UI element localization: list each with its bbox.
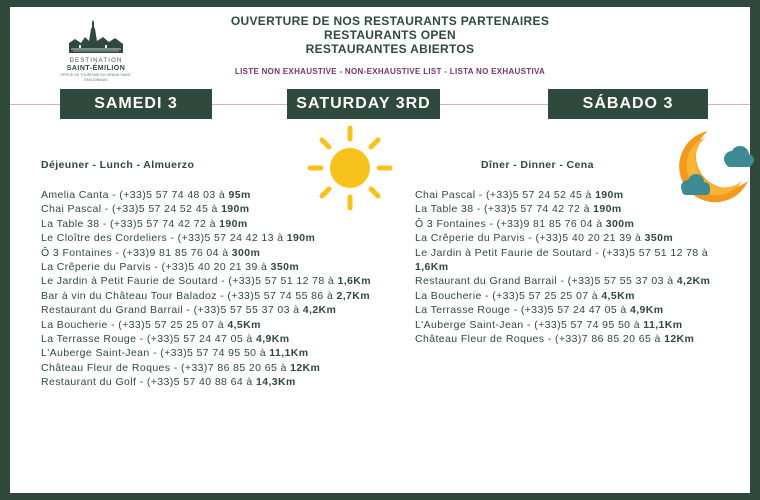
restaurant-info: La Terrasse Rouge - (+33)5 57 24 47 05 à — [415, 304, 630, 317]
restaurant-info: Bar à vin du Château Tour Baladoz - (+33)5 57 74 55 86 à — [41, 289, 337, 302]
restaurant-info: Château Fleur de Roques - (+33)7 86 85 20 65 à — [415, 333, 665, 346]
restaurant-distance: 4,5Km — [601, 289, 635, 302]
restaurant-distance: 1,6Km — [415, 261, 449, 274]
lunch-restaurant-entry — [41, 260, 411, 274]
restaurant-info: La Boucherie - (+33)5 57 25 25 07 à — [415, 289, 602, 302]
lunch-restaurant-entry — [41, 202, 411, 216]
restaurant-info: La Table 38 - (+33)5 57 74 42 72 à — [415, 203, 594, 216]
title-french: OUVERTURE DE NOS RESTAURANTS PARTENAIRES — [230, 14, 550, 28]
dinner-column — [415, 159, 731, 346]
lunch-restaurant-entry — [41, 246, 411, 260]
day-label-spanish: SÁBADO 3 — [548, 89, 708, 119]
restaurant-distance: 95m — [228, 189, 251, 201]
subtitle-non-exhaustive: LISTE NON EXHAUSTIVE - NON-EXHAUSTIVE LIST - LISTA NO EXHAUSTIVA — [234, 67, 546, 76]
dinner-restaurant-entry — [415, 246, 731, 275]
restaurant-info: Amelia Canta - (+33)5 57 74 48 03 à — [41, 189, 229, 201]
restaurant-info: Ô 3 Fontaines - (+33)9 81 85 76 04 à — [41, 246, 232, 259]
dinner-restaurant-entry — [415, 202, 731, 216]
restaurant-distance: 11,1Km — [269, 347, 309, 360]
village-skyline-icon — [65, 19, 127, 55]
dinner-restaurant-entry — [415, 332, 731, 346]
restaurant-info: Le Cloître des Cordeliers - (+33)5 57 24 42 13 à — [41, 232, 287, 245]
restaurant-distance: 300m — [231, 246, 261, 259]
restaurant-info: La Table 38 - (+33)5 57 74 42 72 à — [41, 217, 220, 230]
lunch-restaurant-entry — [41, 217, 411, 231]
restaurant-distance: 1,6Km — [337, 275, 371, 288]
lunch-list — [41, 188, 411, 390]
dinner-restaurant-entry — [415, 274, 731, 288]
logo-line-name: SAINT-ÉMILION — [66, 65, 126, 72]
restaurant-info: Chai Pascal - (+33)5 57 24 52 45 à — [415, 189, 596, 201]
restaurant-distance: 4,9Km — [255, 333, 290, 346]
day-label-english: SATURDAY 3RD — [287, 89, 440, 119]
restaurant-distance: 300m — [605, 217, 635, 230]
dinner-heading: Dîner - Dinner - Cena — [481, 159, 594, 171]
restaurant-info: Restaurant du Grand Barrail - (+33)5 57 55 37 03 à — [415, 275, 677, 288]
dinner-restaurant-entry — [415, 231, 731, 245]
dinner-restaurant-entry — [415, 217, 731, 231]
lunch-restaurant-entry — [41, 231, 411, 245]
restaurant-distance: 190m — [286, 232, 316, 245]
restaurant-info: L'Auberge Saint-Jean - (+33)5 57 74 95 50 à — [415, 318, 644, 331]
lunch-restaurant-entry — [41, 188, 411, 202]
lunch-restaurant-entry — [41, 289, 411, 303]
restaurant-info: Ô 3 Fontaines - (+33)9 81 85 76 04 à — [415, 217, 606, 230]
restaurant-distance: 11,1Km — [643, 318, 683, 331]
restaurant-distance: 190m — [221, 203, 250, 216]
title-english: RESTAURANTS OPEN — [324, 28, 456, 42]
dinner-list — [415, 188, 731, 346]
logo-line-office: OFFICE DE TOURISME DU GRAND SAINT-ÉMILIONNAIS — [60, 73, 132, 82]
dinner-restaurant-entry — [415, 289, 731, 303]
restaurant-info: La Boucherie - (+33)5 57 25 25 07 à — [41, 318, 228, 331]
restaurant-distance: 2,7Km — [336, 289, 371, 302]
lunch-restaurant-entry — [41, 318, 411, 332]
title-spanish: RESTAURANTES ABIERTOS — [305, 42, 475, 56]
flyer-card — [10, 7, 750, 493]
logo-line-destination: DESTINATION — [69, 58, 123, 64]
lunch-heading: Déjeuner - Lunch - Almuerzo — [41, 159, 195, 171]
restaurant-info: Château Fleur de Roques - (+33)7 86 85 20 65 à — [41, 361, 291, 374]
header-titles — [200, 14, 580, 76]
lunch-restaurant-entry — [41, 346, 411, 360]
restaurant-info: La Terrasse Rouge - (+33)5 57 24 47 05 à — [41, 333, 256, 346]
restaurant-distance: 190m — [593, 203, 622, 216]
restaurant-distance: 12Km — [290, 361, 321, 374]
lunch-restaurant-entry — [41, 274, 411, 288]
restaurant-distance: 4,9Km — [629, 304, 664, 317]
lunch-restaurant-entry — [41, 375, 411, 389]
restaurant-distance: 14,3Km — [255, 376, 296, 389]
dinner-restaurant-entry — [415, 188, 731, 202]
dinner-restaurant-entry — [415, 303, 731, 317]
restaurant-distance: 350m — [644, 232, 674, 245]
restaurant-info: Chai Pascal - (+33)5 57 24 52 45 à — [41, 203, 222, 216]
restaurant-distance: 350m — [270, 261, 300, 274]
lunch-restaurant-entry — [41, 361, 411, 375]
dinner-restaurant-entry — [415, 318, 731, 332]
restaurant-distance: 4,2Km — [302, 304, 337, 317]
restaurant-info: L'Auberge Saint-Jean - (+33)5 57 74 95 50 à — [41, 347, 270, 360]
restaurant-info: Le Jardin à Petit Faurie de Soutard - (+33)5 57 51 12 78 à — [41, 275, 338, 288]
restaurant-distance: 4,2Km — [676, 275, 711, 288]
day-label-french: SAMEDI 3 — [60, 89, 212, 119]
restaurant-distance: 12Km — [664, 333, 695, 346]
destination-logo — [56, 19, 136, 83]
restaurant-info: La Crêperie du Parvis - (+33)5 40 20 21 39 à — [41, 261, 271, 274]
lunch-restaurant-entry — [41, 303, 411, 317]
restaurant-distance: 4,5Km — [227, 318, 261, 331]
restaurant-info: Le Jardin à Petit Faurie de Soutard - (+33)5 57 51 12 78 à — [415, 246, 709, 259]
restaurant-info: Restaurant du Grand Barrail - (+33)5 57 55 37 03 à — [41, 304, 303, 317]
lunch-restaurant-entry — [41, 332, 411, 346]
restaurant-info: Restaurant du Golf - (+33)5 57 40 88 64 à — [41, 376, 256, 389]
lunch-column — [41, 159, 411, 390]
restaurant-info: La Crêperie du Parvis - (+33)5 40 20 21 39 à — [415, 232, 645, 245]
restaurant-distance: 190m — [595, 189, 624, 201]
restaurant-distance: 190m — [219, 217, 248, 230]
